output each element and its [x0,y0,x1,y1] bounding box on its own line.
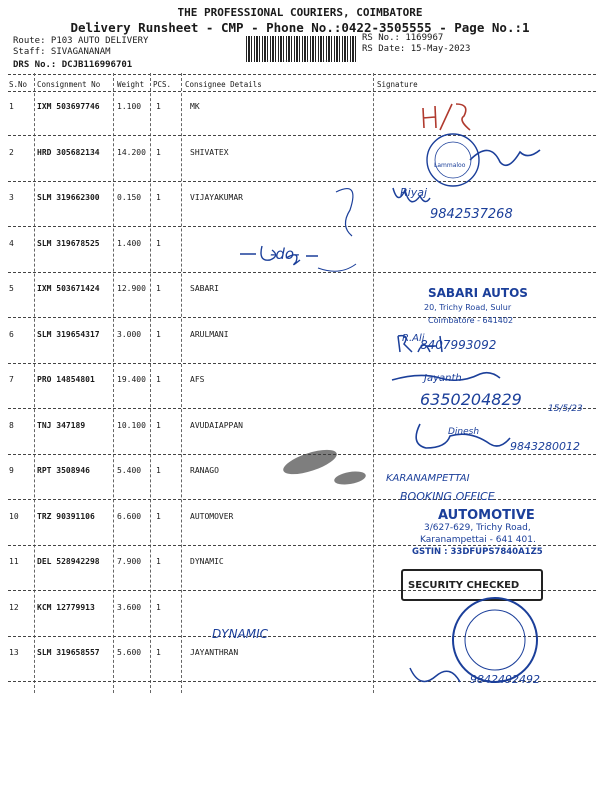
automotive-stamp-gstin: GSTIN : 33DFUPS7840A1Z5 [412,547,543,557]
round-seal-stamp [453,598,537,682]
cell-consignee: RANAGO [190,466,219,475]
cell-weight: 10.100 [117,421,146,430]
cell-weight: 19.400 [117,375,146,384]
sabari-autos-stamp-line2: Coimbatore - 641402 [428,316,514,325]
automotive-stamp-line2: Karanampettai - 641 401. [420,535,536,545]
cell-sno: 8 [9,421,14,430]
cell-consignee: ARULMANI [190,330,229,339]
handwritten-name-row3: Riyaj [400,186,428,199]
handwritten-name-row6: R.Ali [402,333,425,344]
cell-sno: 13 [9,648,19,657]
cell-pcs: 1 [156,557,161,566]
cell-consignment: IXM 503697746 [37,102,100,111]
document-subtitle: Delivery Runsheet - CMP - Phone No.:0422-3505555 - Page No.:1 [70,20,530,35]
cell-consignment: IXM 503671424 [37,284,100,293]
handwritten-phone-row6: 8407993092 [420,338,497,352]
cell-weight: 0.150 [117,193,142,202]
handwritten-phone-row8: 9843280012 [510,440,580,453]
cell-pcs: 1 [156,466,161,475]
route-label: Route: P103 AUTO DELIVERY [13,36,149,46]
cell-pcs: 1 [156,239,161,248]
cell-pcs: 1 [156,512,161,521]
cell-weight: 1.100 [117,102,142,111]
handwritten-row13-signature [410,668,460,682]
handwritten-line1-row9: KARANAMPETTAI [386,473,470,484]
handwritten-name-row8: Dinesh [448,427,480,437]
cell-consignment: SLM 319654317 [37,330,100,339]
col-header-consignment: Consignment No [37,80,101,89]
lammaloo-stamp-text: Lammaloo [434,162,466,169]
cell-consignee: DYNAMIC [190,557,224,566]
handwritten-date-row7: 15/5/23 [548,404,583,414]
cell-pcs: 1 [156,284,161,293]
cell-sno: 6 [9,330,14,339]
cell-consignment: HRD 305682134 [37,148,100,157]
cell-sno: 3 [9,193,14,202]
cell-weight: 3.000 [117,330,142,339]
rs-date: RS Date: 15-May-2023 [362,44,471,54]
cell-consignee: VIJAYAKUMAR [190,193,243,202]
ink-smudge-row9 [281,445,367,487]
staff-label: Staff: SIVAGANANAM [13,47,111,57]
handwritten-phone-row7: 6350204829 [420,390,522,409]
cell-weight: 5.400 [117,466,142,475]
cell-consignee: SABARI [190,284,219,293]
cell-weight: 1.400 [117,239,142,248]
cell-sno: 11 [9,557,19,566]
cell-pcs: 1 [156,330,161,339]
cell-pcs: 1 [156,375,161,384]
col-header-signature: Signature [377,80,418,89]
cell-consignee: JAYANTHRAN [190,648,239,657]
cell-pcs: 1 [156,148,161,157]
cell-sno: 4 [9,239,14,248]
cell-pcs: 1 [156,193,161,202]
cell-sno: 10 [9,512,19,521]
col-header-consignee: Consignee Details [185,80,262,89]
cell-consignee: MK [190,102,200,111]
cell-weight: 3.600 [117,603,142,612]
document-title: THE PROFESSIONAL COURIERS, COIMBATORE [177,6,423,19]
stamp-seal-row2 [427,134,540,186]
handwritten-dynamic-row12: DYNAMIC [212,627,269,641]
cell-pcs: 1 [156,421,161,430]
cell-sno: 2 [9,148,14,157]
cell-pcs: 1 [156,102,161,111]
cell-weight: 6.600 [117,512,142,521]
cell-sno: 1 [9,102,14,111]
handwritten-phone-row3: 9842537268 [430,207,513,222]
automotive-stamp-title: AUTOMOTIVE [438,508,535,523]
cell-consignment: TNJ 347189 [37,421,86,430]
cell-sno: 12 [9,603,19,612]
security-checked-text: SECURITY CHECKED [408,580,520,591]
cell-sno: 7 [9,375,14,384]
cell-consignment: PRO 14854801 [37,375,95,384]
cell-consignment: SLM 319678525 [37,239,100,248]
sabari-autos-stamp-title: SABARI AUTOS [428,286,528,300]
cell-sno: 5 [9,284,14,293]
cell-consignment: TRZ 90391106 [37,512,95,521]
cell-pcs: 1 [156,648,161,657]
cell-consignment: DEL 528942298 [37,557,100,566]
col-header-sno: S.No [9,80,28,89]
col-header-pcs: PCS. [153,80,172,89]
handwritten-ditto-row4: -do- [270,245,300,263]
cell-consignee: AUTOMOVER [190,512,234,521]
cell-consignee: AFS [190,375,205,384]
cell-consignment: KCM 12779913 [37,603,95,612]
handwritten-phone-row13: 9842492492 [470,673,540,686]
drs-number: DRS No.: DCJB116996701 [13,60,133,70]
cell-weight: 7.900 [117,557,142,566]
automotive-stamp-line1: 3/627-629, Trichy Road, [424,523,531,533]
cell-weight: 5.600 [117,648,142,657]
cell-weight: 14.200 [117,148,146,157]
col-header-weight: Weight [117,80,145,89]
handwritten-line2-row9: BOOKING OFFICE [400,490,495,503]
rs-number: RS No.: 1169967 [362,33,444,43]
handwritten-name-row7: Jayanth [424,373,462,384]
cell-consignment: SLM 319658557 [37,648,100,657]
cell-consignment: RPT 3508946 [37,466,90,475]
sabari-autos-stamp-line1: 20, Trichy Road, Sulur [424,303,512,312]
cell-pcs: 1 [156,603,161,612]
cell-consignment: SLM 319662300 [37,193,100,202]
cell-consignee: SHIVATEX [190,148,229,157]
cell-consignee: AVUDAIAPPAN [190,421,243,430]
handwritten-hr-mark [423,104,470,130]
cell-weight: 12.900 [117,284,146,293]
cell-sno: 9 [9,466,14,475]
